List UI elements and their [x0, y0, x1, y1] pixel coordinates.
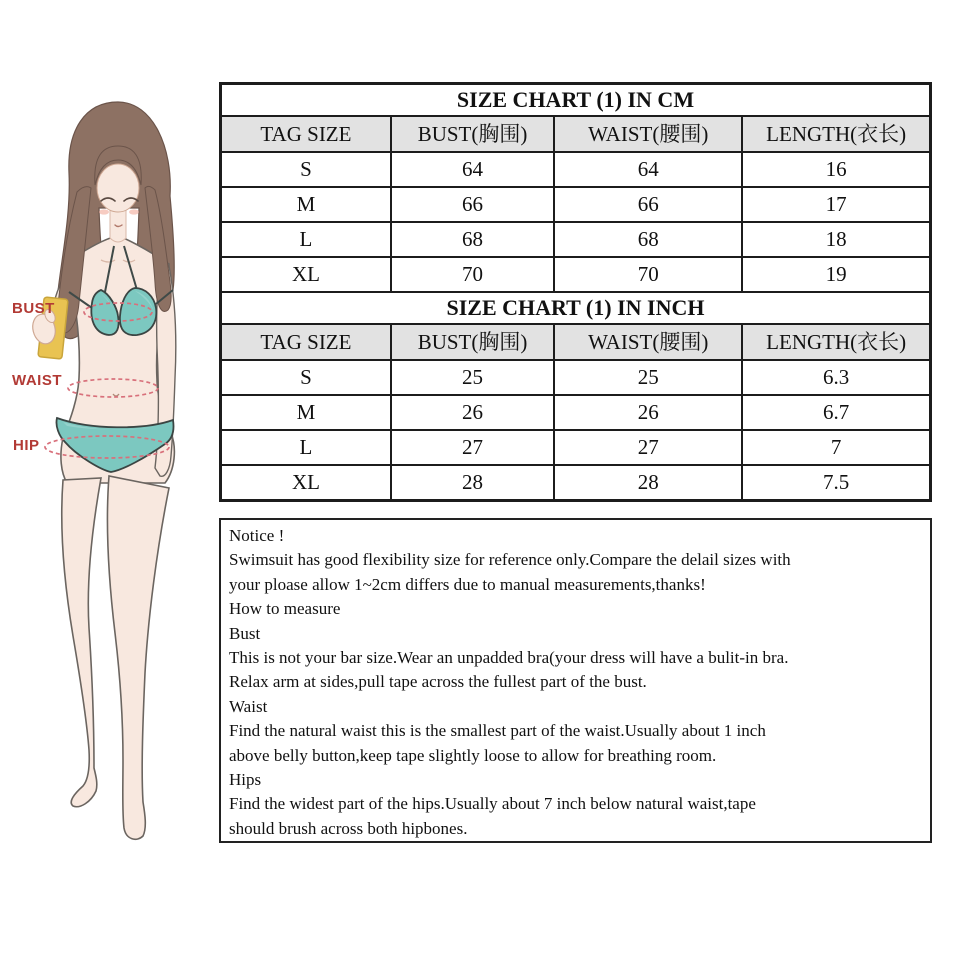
- table-cell: 27: [554, 430, 742, 465]
- table-cell: 70: [391, 257, 554, 292]
- blush-right: [129, 209, 139, 214]
- table-row: [221, 395, 931, 430]
- notice-line: Find the widest part of the hips.Usually about 7 inch below natural waist,tape: [229, 794, 756, 814]
- table-cell: 28: [391, 465, 554, 501]
- table-cell: 6.7: [742, 395, 930, 430]
- column-header: WAIST(腰围): [554, 324, 742, 360]
- table-cell: L: [221, 430, 391, 465]
- notice-line: Find the natural waist this is the smallest part of the waist.Usually about 1 inch: [229, 721, 766, 741]
- table-header-row: [221, 324, 931, 360]
- table-row: [221, 257, 931, 292]
- table-cell: XL: [221, 257, 391, 292]
- table-cell: 68: [391, 222, 554, 257]
- table-title-row: [221, 292, 931, 324]
- table-cell: 66: [391, 187, 554, 222]
- table-cell: 70: [554, 257, 742, 292]
- table-title: SIZE CHART (1) IN INCH: [221, 292, 931, 324]
- notice-line: This is not your bar size.Wear an unpadded bra(your dress will have a bulit-in bra.: [229, 648, 789, 668]
- table-row: [221, 465, 931, 501]
- table-cell: M: [221, 187, 391, 222]
- table-cell: 68: [554, 222, 742, 257]
- column-header: TAG SIZE: [221, 324, 391, 360]
- table-cell: M: [221, 395, 391, 430]
- notice-line: How to measure: [229, 599, 341, 619]
- notice-line: Bust: [229, 623, 261, 643]
- table-cell: 27: [391, 430, 554, 465]
- table-cell: 7: [742, 430, 930, 465]
- column-header: BUST(胸围): [391, 116, 554, 152]
- waist-label: WAIST: [12, 372, 62, 389]
- column-header: WAIST(腰围): [554, 116, 742, 152]
- table-cell: 64: [554, 152, 742, 187]
- notice-line: Relax arm at sides,pull tape across the fullest part of the bust.: [229, 672, 647, 692]
- table-cell: 6.3: [742, 360, 930, 395]
- size-chart-table: [219, 82, 932, 502]
- table-row: [221, 430, 931, 465]
- table-cell: XL: [221, 465, 391, 501]
- notice-lines: [229, 524, 922, 841]
- column-header: TAG SIZE: [221, 116, 391, 152]
- column-header: LENGTH(衣长): [742, 116, 930, 152]
- table-cell: 28: [554, 465, 742, 501]
- model-illustration: [0, 0, 235, 960]
- leg-left: [62, 478, 101, 807]
- table-cell: 66: [554, 187, 742, 222]
- table-cell: 26: [554, 395, 742, 430]
- table-title-row: [221, 84, 931, 117]
- table-row: [221, 222, 931, 257]
- notice-line: your ploase allow 1~2cm differs due to manual measurements,thanks!: [229, 574, 706, 594]
- blush-left: [99, 209, 109, 214]
- table-cell: S: [221, 360, 391, 395]
- notice-line: above belly button,keep tape slightly loose to allow for breathing room.: [229, 745, 717, 765]
- table-header-row: [221, 116, 931, 152]
- table-cell: 7.5: [742, 465, 930, 501]
- bikini-top-right-cup: [120, 288, 156, 335]
- table-cell: S: [221, 152, 391, 187]
- column-header: LENGTH(衣长): [742, 324, 930, 360]
- hip-label: HIP: [13, 437, 40, 454]
- size-chart-table-body: [221, 84, 931, 501]
- table-row: [221, 187, 931, 222]
- model-figure-svg: [5, 88, 220, 858]
- table-row: [221, 360, 931, 395]
- notice-line: Hips: [229, 770, 262, 790]
- table-cell: 64: [391, 152, 554, 187]
- table-cell: 19: [742, 257, 930, 292]
- table-cell: 17: [742, 187, 930, 222]
- notice-line: Notice !: [229, 526, 285, 545]
- table-cell: 18: [742, 222, 930, 257]
- table-row: [221, 152, 931, 187]
- leg-right: [107, 476, 169, 839]
- table-cell: 26: [391, 395, 554, 430]
- notice-line: should brush across both hipbones.: [229, 818, 468, 838]
- notice-box: [219, 518, 932, 843]
- table-cell: 16: [742, 152, 930, 187]
- table-title: SIZE CHART (1) IN CM: [221, 84, 931, 117]
- table-cell: 25: [391, 360, 554, 395]
- notice-line: Swimsuit has good flexibility size for reference only.Compare the delail sizes with: [229, 550, 791, 570]
- face: [97, 164, 139, 212]
- table-cell: 25: [554, 360, 742, 395]
- notice-line: Waist: [229, 696, 268, 716]
- table-cell: L: [221, 222, 391, 257]
- column-header: BUST(胸围): [391, 324, 554, 360]
- bust-label: BUST: [12, 300, 55, 317]
